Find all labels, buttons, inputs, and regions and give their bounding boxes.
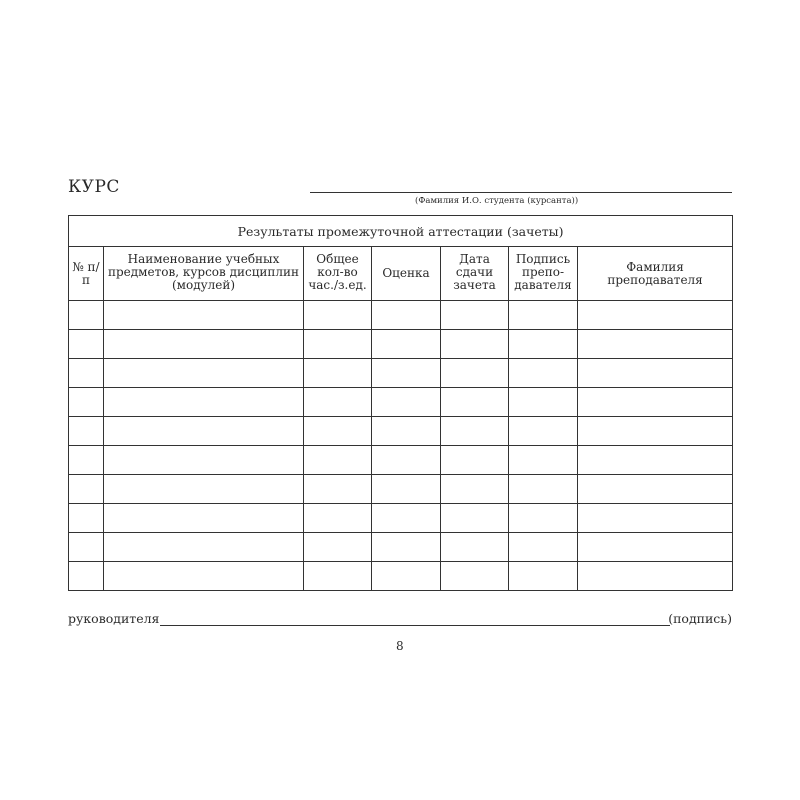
table-row [69,359,733,388]
table-cell [104,504,304,533]
table-row [69,388,733,417]
table-cell [372,533,441,562]
table-cell [509,417,578,446]
table-cell [104,475,304,504]
table-cell [441,475,509,504]
table-cell [372,504,441,533]
table-cell [104,330,304,359]
table-cell [304,504,372,533]
column-header-subject: Наименование учебных предметов, курсов дисциплин (модулей) [104,247,304,301]
table-cell [69,330,104,359]
table-cell [578,388,733,417]
table-cell [578,330,733,359]
supervisor-label: руководителя [68,611,160,626]
table-cell [69,475,104,504]
page-number: 8 [396,639,404,653]
table-cell [104,388,304,417]
table-cell [69,388,104,417]
table-cell [578,359,733,388]
table-cell [441,533,509,562]
column-header-hours: Общее кол-во час./з.ед. [304,247,372,301]
table-cell [69,301,104,330]
table-cell [372,301,441,330]
table-cell [509,533,578,562]
table-cell [304,417,372,446]
table-cell [104,301,304,330]
table-cell [69,417,104,446]
table-caption: Результаты промежуточной аттестации (зачеты) [69,216,733,247]
course-label: КУРС [68,177,120,197]
table-cell [578,533,733,562]
table-row [69,446,733,475]
table-cell [372,475,441,504]
attestation-table [68,215,733,591]
table-cell [578,562,733,591]
student-name-caption: (Фамилия И.О. студента (курсанта)) [415,196,579,206]
table-row [69,330,733,359]
table-cell [304,359,372,388]
table-cell [578,475,733,504]
table-cell [441,388,509,417]
table-cell [69,533,104,562]
table-cell [509,446,578,475]
table-cell [304,330,372,359]
table-cell [578,417,733,446]
student-name-line [310,192,732,193]
column-header-signature: Подпись препо-давателя [509,247,578,301]
table-cell [304,301,372,330]
table-cell [104,533,304,562]
table-cell [69,359,104,388]
table-cell [441,330,509,359]
table-cell [441,359,509,388]
table-cell [372,417,441,446]
column-header-grade: Оценка [372,247,441,301]
table-cell [304,446,372,475]
table-cell [441,504,509,533]
signature-caption: (подпись) [668,611,732,626]
table-row [69,533,733,562]
table-header-row [69,247,733,301]
table-cell [509,359,578,388]
table-cell [578,446,733,475]
table-cell [104,417,304,446]
table-row [69,562,733,591]
table-cell [441,301,509,330]
table-cell [372,388,441,417]
table-cell [578,504,733,533]
table-cell [578,301,733,330]
table-cell [509,562,578,591]
supervisor-signature-row [68,611,732,631]
table-cell [372,562,441,591]
table-cell [304,388,372,417]
table-row [69,504,733,533]
table-cell [441,446,509,475]
table-cell [69,504,104,533]
table-cell [372,446,441,475]
table-cell [304,533,372,562]
table-cell [441,562,509,591]
table-cell [304,562,372,591]
table-row [69,301,733,330]
table-cell [69,446,104,475]
table-cell [509,388,578,417]
table-cell [509,301,578,330]
table-cell [104,359,304,388]
table-cell [304,475,372,504]
column-header-number: № п/п [69,247,104,301]
table-cell [104,446,304,475]
table-cell [441,417,509,446]
table-cell [372,330,441,359]
table-cell [69,562,104,591]
supervisor-signature-line [160,625,670,626]
table-cell [509,330,578,359]
column-header-date: Дата сдачи зачета [441,247,509,301]
table-cell [372,359,441,388]
table-cell [104,562,304,591]
table-row [69,475,733,504]
table-cell [509,504,578,533]
table-cell [509,475,578,504]
column-header-teacher-name: Фамилия преподавателя [578,247,733,301]
table-row [69,417,733,446]
